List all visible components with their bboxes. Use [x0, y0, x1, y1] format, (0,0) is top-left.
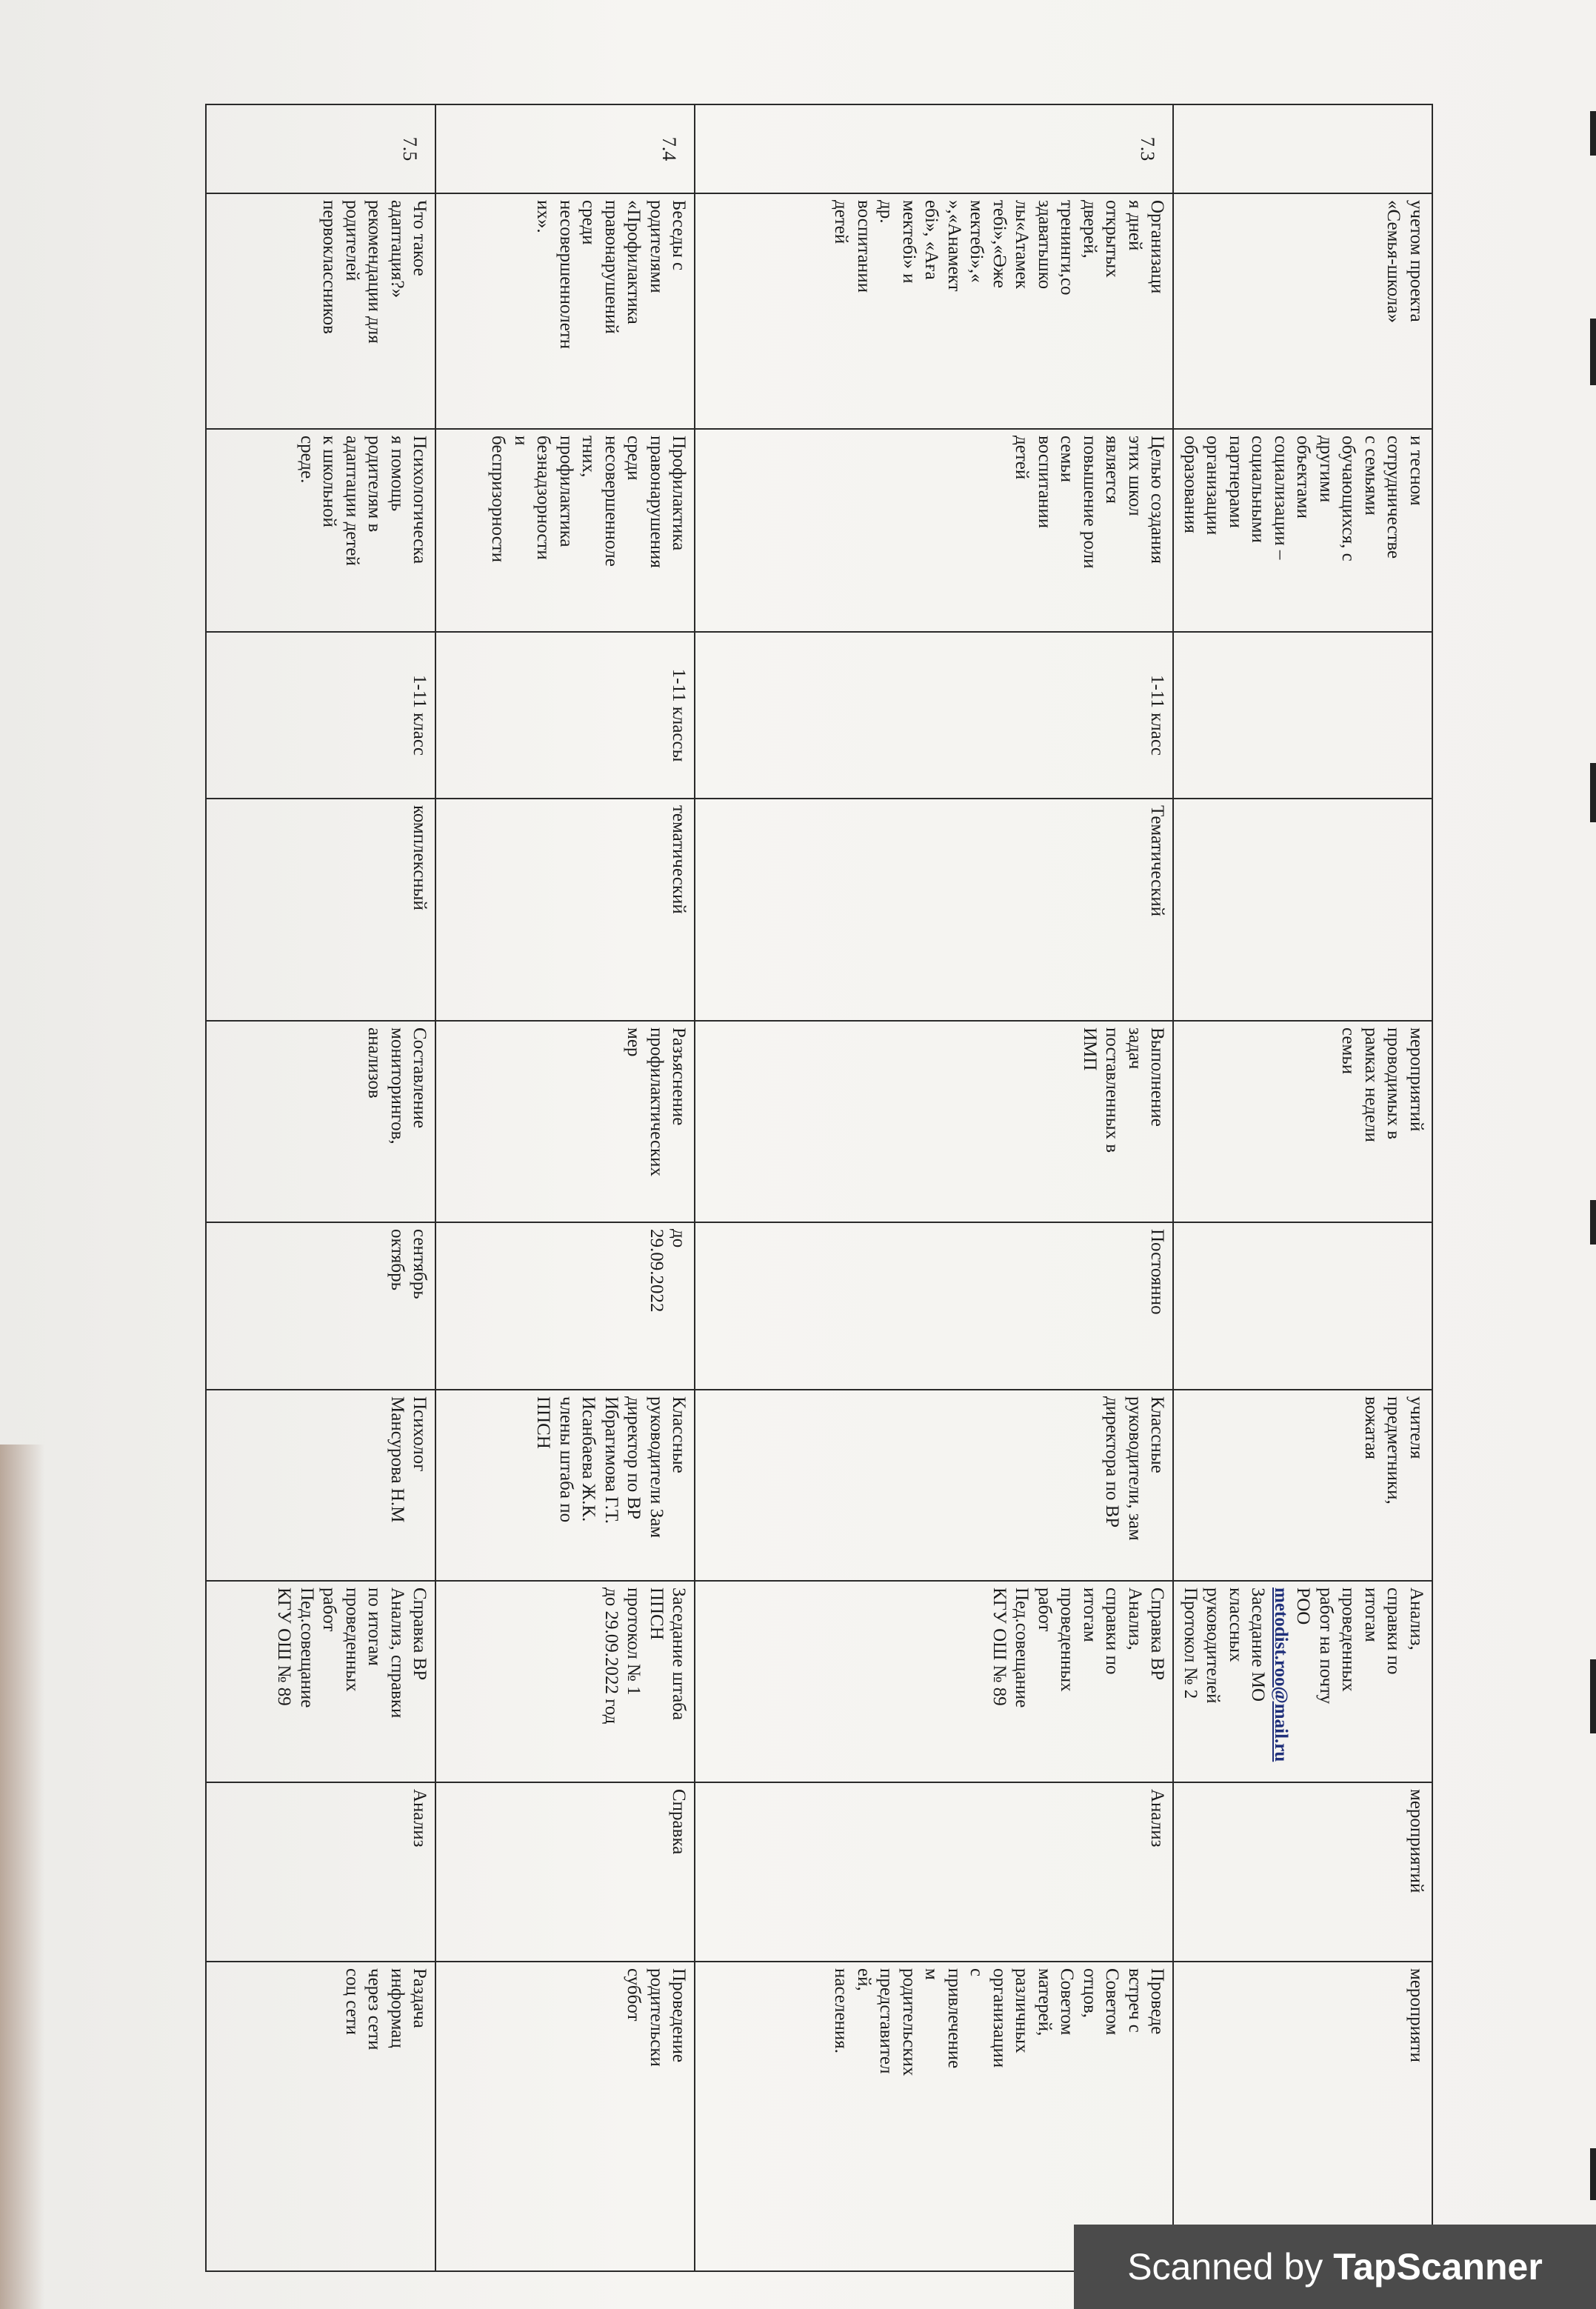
- report-cell: [1174, 1581, 1433, 1782]
- row-number: [1174, 104, 1433, 193]
- report-text: Заседание МО классных руководителей Протокол № 2: [1181, 1587, 1269, 1704]
- goal-cell: Целью создания этих школ является повышение роли семьи воспитании детей: [695, 429, 1174, 632]
- report-text: Анализ, справки по итогам проведенных работ на почту РОО: [1293, 1587, 1426, 1705]
- event-cell: учетом проекта «Семья-школа»: [1174, 193, 1433, 429]
- edge-mark: [1590, 763, 1596, 822]
- page-edge-shadow: [0, 1445, 44, 2309]
- type-cell: Тематический: [695, 799, 1174, 1021]
- plan-table: [206, 104, 1434, 2272]
- report-cell: Заседание штаба ППСН протокол № 1 до 29.09.2022 год: [436, 1581, 695, 1782]
- result-cell: Составление мониторингов, анализов: [207, 1021, 436, 1222]
- rotated-table-wrapper: [122, 104, 1433, 2270]
- edge-mark: [1590, 111, 1596, 156]
- result-cell: Разъяснение профилактических мер: [436, 1021, 695, 1222]
- row-number: 7.5: [207, 104, 436, 193]
- scanner-brand: TapScanner: [1333, 2246, 1543, 2288]
- extra-cell: Раздача информац через сети соц сети: [207, 1962, 436, 2271]
- form-cell: Справка: [436, 1782, 695, 1962]
- table-row: [695, 104, 1174, 2271]
- responsible-cell: Психолог Мансурова Н.М: [207, 1390, 436, 1581]
- class-cell: 1-11 класс: [207, 632, 436, 799]
- form-cell: Анализ: [207, 1782, 436, 1962]
- report-cell: Справка ВР Анализ, справки по итогам проведенных работ Пед.совещание КГУ ОШ № 89: [695, 1581, 1174, 1782]
- edge-mark: [1590, 2148, 1596, 2200]
- type-cell: тематический: [436, 799, 695, 1021]
- extra-cell: Проведение родительски суббот: [436, 1962, 695, 2271]
- table-row: [1174, 104, 1433, 2271]
- table-row: [436, 104, 695, 2271]
- edge-mark: [1590, 1200, 1596, 1245]
- form-cell: мероприятий: [1174, 1782, 1433, 1962]
- email-link[interactable]: metodist.roo@mail.ru: [1271, 1587, 1291, 1762]
- result-cell: мероприятий проводимых в рамках недели семьи: [1174, 1021, 1433, 1222]
- responsible-cell: учителя предметники, вожатая: [1174, 1390, 1433, 1581]
- class-cell: [1174, 632, 1433, 799]
- row-number: 7.4: [436, 104, 695, 193]
- responsible-cell: Классные руководители, зам директора по ВР: [695, 1390, 1174, 1581]
- row-number: 7.3: [695, 104, 1174, 193]
- period-cell: сентябрь октябрь: [207, 1222, 436, 1390]
- table-row: [207, 104, 436, 2271]
- form-cell: Анализ: [695, 1782, 1174, 1962]
- report-cell: Справка ВР Анализ, справки по итогам проведенных работ Пед.совещание КГУ ОШ № 89: [207, 1581, 436, 1782]
- goal-cell: Психологическа я помощь родителям в адаптации детей к школьной среде.: [207, 429, 436, 632]
- extra-cell: мероприяти: [1174, 1962, 1433, 2271]
- type-cell: [1174, 799, 1433, 1021]
- event-cell: Что такое адаптация?» рекомендации для родителей первоклассников: [207, 193, 436, 429]
- goal-cell: Профилактика правонарушения среди несовершеннолe тних, профилактика безнадзорности и беспризорности: [436, 429, 695, 632]
- period-cell: до 29.09.2022: [436, 1222, 695, 1390]
- event-cell: Беседы с родителями «Профилактика правонарушений среди несовершеннолетн их».: [436, 193, 695, 429]
- goal-cell: и тесном сотрудничестве с семьями обучающихся, с другими объектами социализации – социальными партнерами организации образования: [1174, 429, 1433, 632]
- extra-cell: Проведе встреч с Советом отцов, Советом матерей, различных организации с привлечение м родительских представител ей, населения.: [695, 1962, 1174, 2271]
- event-cell: Организаци я дней открытых дверей, тренинги,со здаватьшко лы«Атамек тебі»,«Әже мектебі»,« »,«Анамект ебі», «Аға мектебі» и др. воспитании детей: [695, 193, 1174, 429]
- edge-mark: [1590, 1659, 1596, 1733]
- responsible-cell: Классные руководители Зам директор по ВР Ибрагимова Г.Т. Исанбаева Ж.К. члены штаба по ППСН: [436, 1390, 695, 1581]
- result-cell: Выполнение задач поставленных в ИМП: [695, 1021, 1174, 1222]
- scanner-watermark: [1074, 2225, 1596, 2309]
- scanner-prefix: Scanned by: [1127, 2246, 1323, 2288]
- period-cell: Постоянно: [695, 1222, 1174, 1390]
- class-cell: 1-11 классы: [436, 632, 695, 799]
- period-cell: [1174, 1222, 1433, 1390]
- class-cell: 1-11 класс: [695, 632, 1174, 799]
- type-cell: комплексный: [207, 799, 436, 1021]
- edge-mark: [1590, 319, 1596, 385]
